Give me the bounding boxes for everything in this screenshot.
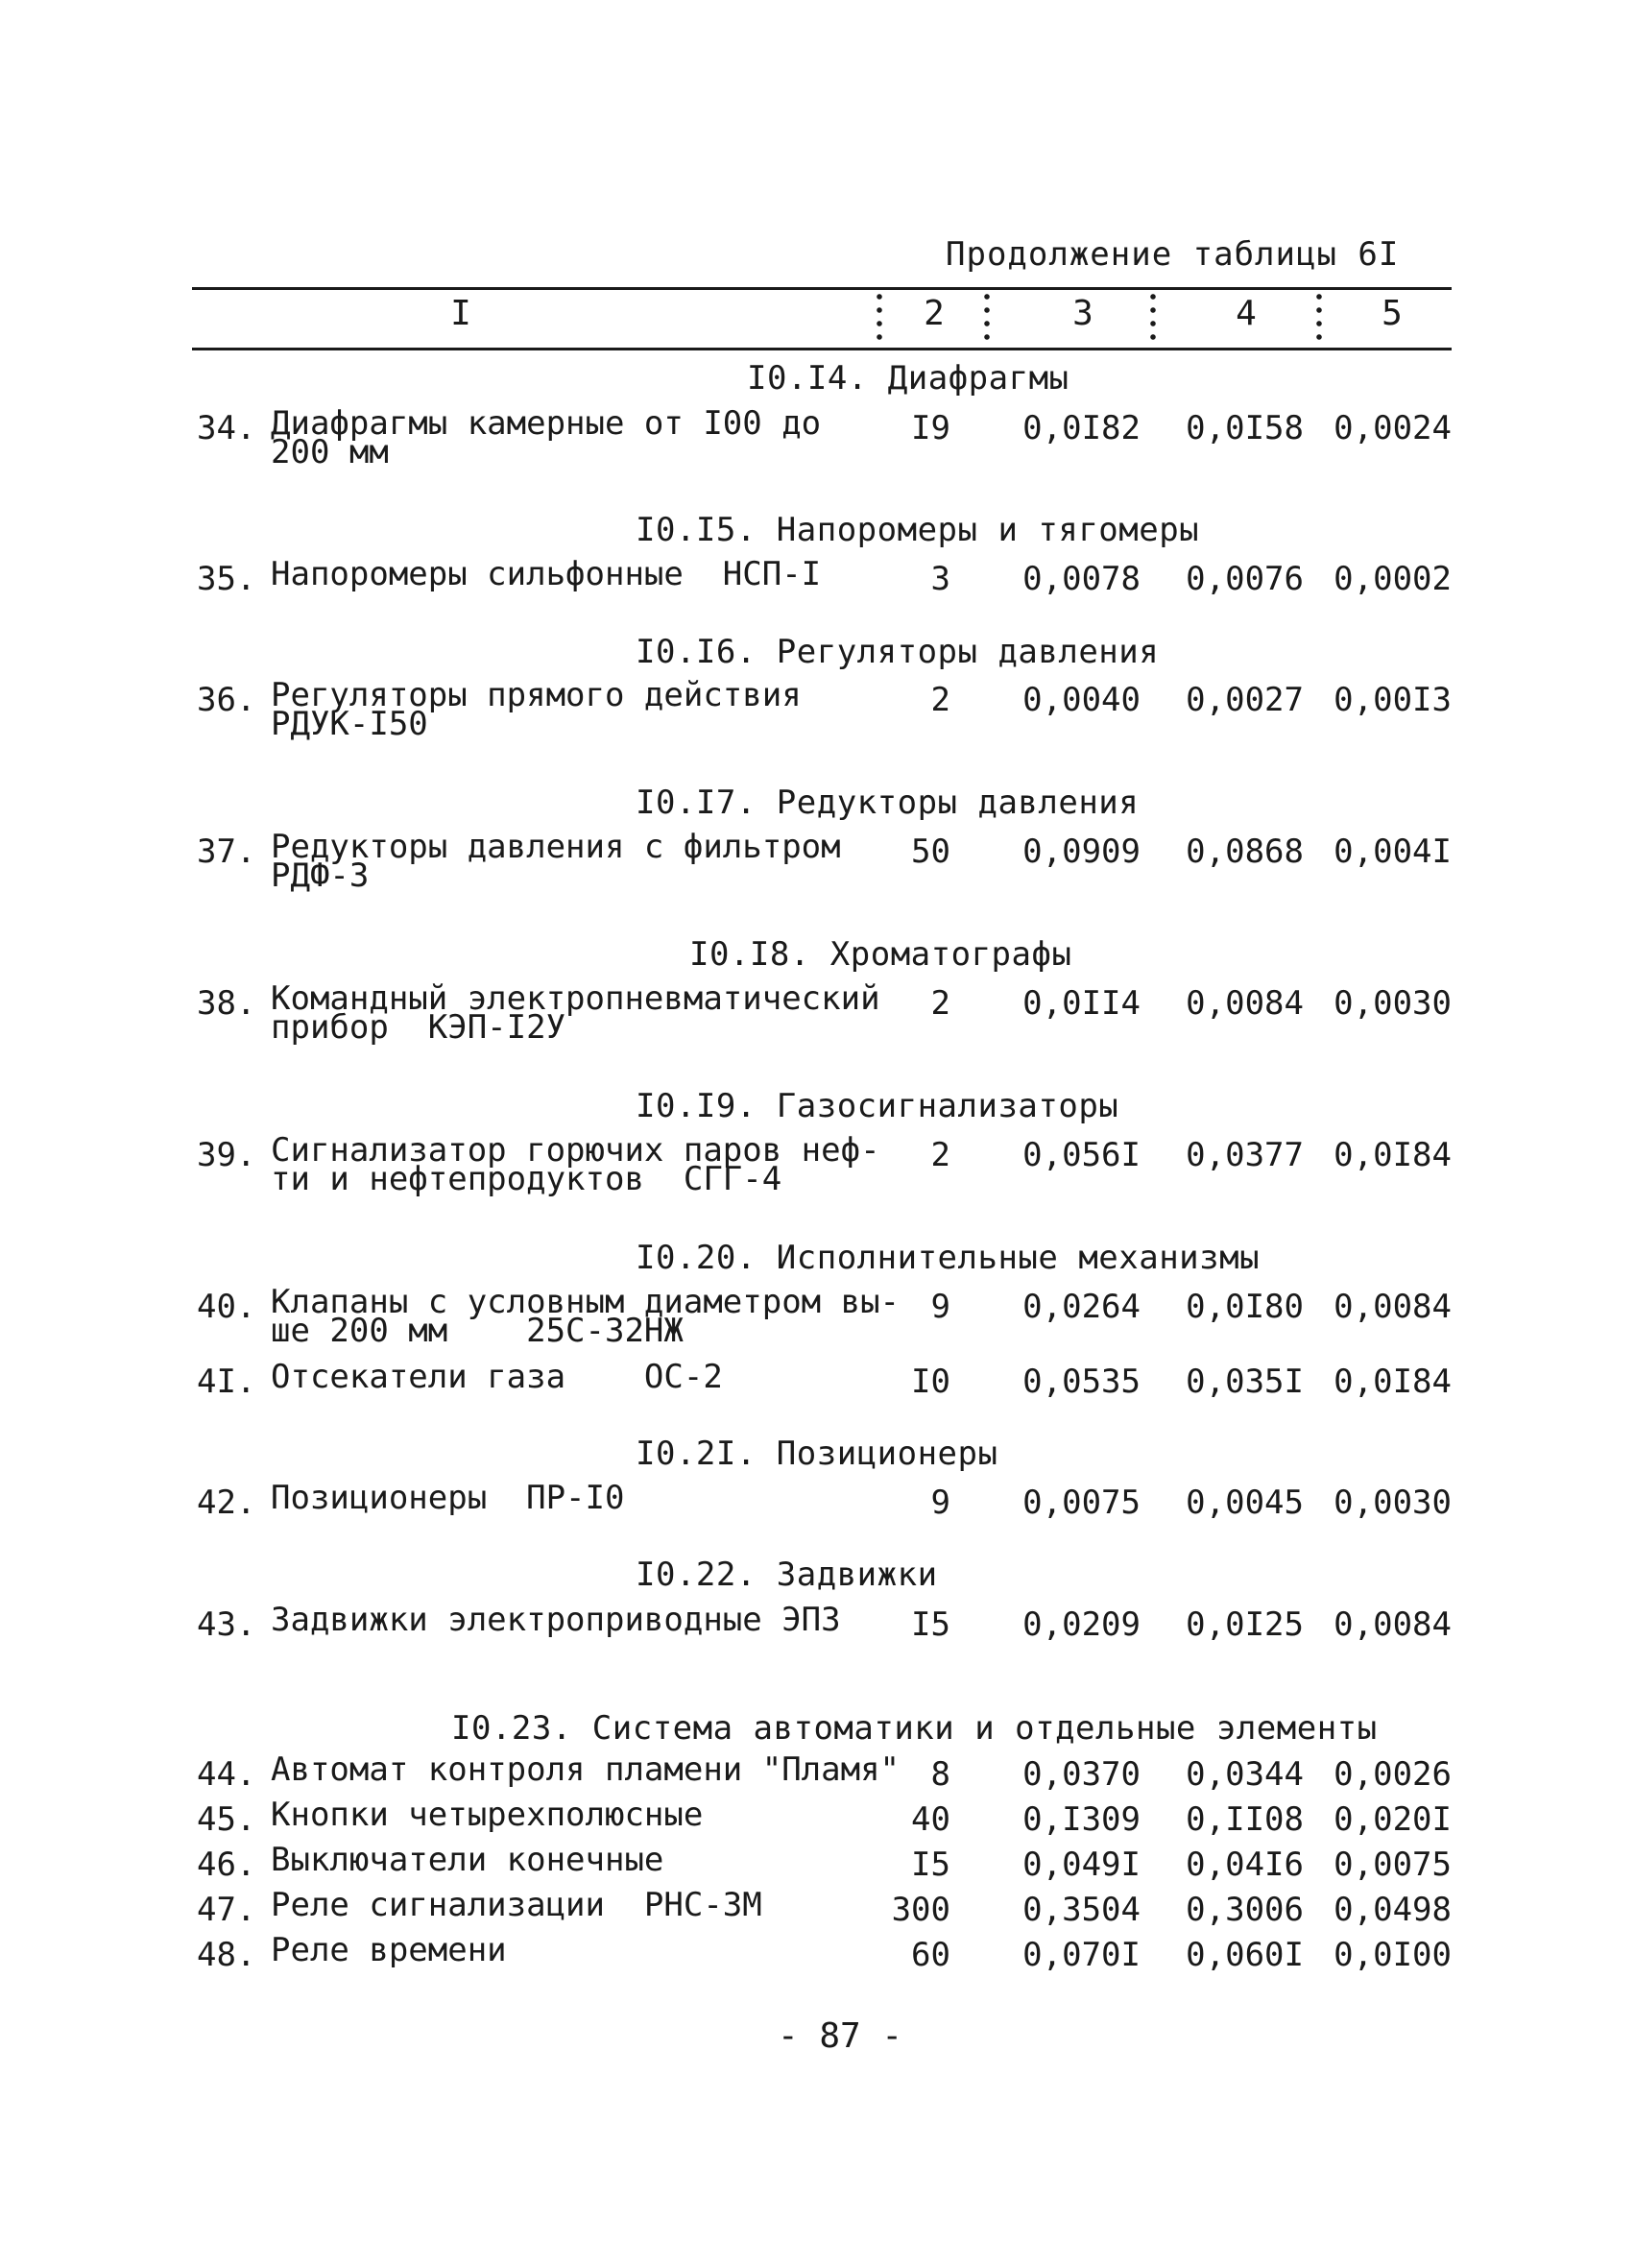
row-col-4: 0,0868: [1186, 832, 1304, 871]
row-name: Редукторы давления с фильтром РДФ-3: [271, 828, 841, 895]
row-col-5: 0,0002: [1334, 560, 1452, 598]
row-name: Отсекатели газа ОС-2: [271, 1358, 723, 1396]
row-col-3: 0,0078: [1022, 560, 1141, 598]
column-separator: [1315, 290, 1323, 346]
row-col-3: 0,0264: [1022, 1288, 1141, 1326]
row-col-5: 0,00I3: [1334, 681, 1452, 719]
row-col-5: 0,0498: [1334, 1891, 1452, 1929]
row-name: Кнопки четырехполюсные: [271, 1796, 704, 1834]
row-name: Задвижки электроприводные ЭПЗ: [271, 1601, 841, 1639]
row-col-4: 0,0045: [1186, 1484, 1304, 1522]
section-title: I0.I8. Хроматографы: [689, 935, 1072, 974]
row-name: Автомат контроля пламени "Пламя": [271, 1750, 901, 1789]
row-col-2: 3: [930, 560, 950, 598]
row-col-5: 0,0084: [1334, 1605, 1452, 1644]
row-col-4: 0,II08: [1186, 1800, 1304, 1839]
row-col-4: 0,0I80: [1186, 1288, 1304, 1326]
row-col-4: 0,0027: [1186, 681, 1304, 719]
section-title: I0.23. Система автоматики и отдельные элементы: [451, 1709, 1378, 1748]
row-col-3: 0,0I82: [1022, 409, 1141, 447]
row-col-5: 0,0I84: [1334, 1363, 1452, 1401]
column-separator: [1149, 290, 1157, 346]
section-title: I0.I6. Регуляторы давления: [636, 633, 1160, 671]
row-number: 48.: [197, 1936, 256, 1974]
row-col-5: 0,004I: [1334, 832, 1452, 871]
row-col-2: 2: [930, 984, 950, 1023]
section-title: I0.I7. Редукторы давления: [636, 784, 1140, 822]
row-number: 37.: [197, 832, 256, 871]
row-col-4: 0,0344: [1186, 1755, 1304, 1794]
page-number: - 87 -: [778, 2016, 903, 2056]
row-number: 43.: [197, 1605, 256, 1644]
row-col-4: 0,3006: [1186, 1891, 1304, 1929]
row-col-4: 0,0I25: [1186, 1605, 1304, 1644]
column-header-2: 2: [924, 294, 945, 333]
section-title: I0.I5. Напоромеры и тягомеры: [636, 511, 1200, 549]
table-header-top-rule: [192, 287, 1452, 290]
row-col-2: I5: [911, 1605, 950, 1644]
row-col-3: 0,0040: [1022, 681, 1141, 719]
row-col-2: 8: [930, 1755, 950, 1794]
row-col-2: I0: [911, 1363, 950, 1401]
row-col-2: 300: [891, 1891, 950, 1929]
row-number: 4I.: [197, 1363, 256, 1401]
table-header-bottom-rule: [192, 348, 1452, 350]
row-col-5: 0,0030: [1334, 984, 1452, 1023]
row-col-4: 0,04I6: [1186, 1846, 1304, 1884]
column-header-5: 5: [1382, 294, 1403, 333]
row-col-2: 9: [930, 1484, 950, 1522]
row-col-4: 0,060I: [1186, 1936, 1304, 1974]
row-number: 47.: [197, 1891, 256, 1929]
row-col-5: 0,0I84: [1334, 1136, 1452, 1174]
row-number: 35.: [197, 560, 256, 598]
table-continuation-label: Продолжение таблицы 6I: [946, 235, 1400, 274]
row-name: Выключатели конечные: [271, 1841, 664, 1879]
row-col-2: 60: [911, 1936, 950, 1974]
row-number: 42.: [197, 1484, 256, 1522]
row-number: 36.: [197, 681, 256, 719]
row-col-2: I9: [911, 409, 950, 447]
row-number: 40.: [197, 1288, 256, 1326]
row-name: Реле времени: [271, 1931, 507, 1969]
row-col-2: 2: [930, 1136, 950, 1174]
row-col-4: 0,0377: [1186, 1136, 1304, 1174]
row-number: 44.: [197, 1755, 256, 1794]
row-col-4: 0,0084: [1186, 984, 1304, 1023]
row-col-2: 40: [911, 1800, 950, 1839]
row-number: 45.: [197, 1800, 256, 1839]
section-title: I0.I9. Газосигнализаторы: [636, 1087, 1119, 1125]
row-col-5: 0,0075: [1334, 1846, 1452, 1884]
row-name: Напоромеры сильфонные НСП-I: [271, 555, 822, 593]
column-header-1: I: [450, 294, 471, 333]
row-col-3: 0,3504: [1022, 1891, 1141, 1929]
column-separator: [983, 290, 991, 346]
row-col-3: 0,0370: [1022, 1755, 1141, 1794]
section-title: I0.I4. Диафрагмы: [747, 359, 1069, 398]
row-name: Реле сигнализации РНС-3М: [271, 1886, 762, 1924]
row-col-3: 0,0II4: [1022, 984, 1141, 1023]
row-col-5: 0,0I00: [1334, 1936, 1452, 1974]
row-number: 39.: [197, 1136, 256, 1174]
row-col-2: 50: [911, 832, 950, 871]
row-col-4: 0,0I58: [1186, 409, 1304, 447]
row-col-2: 9: [930, 1288, 950, 1326]
row-col-2: 2: [930, 681, 950, 719]
section-title: I0.2I. Позиционеры: [636, 1435, 998, 1473]
row-col-3: 0,I309: [1022, 1800, 1141, 1839]
row-col-3: 0,0209: [1022, 1605, 1141, 1644]
row-name: Регуляторы прямого действия РДУК-I50: [271, 676, 802, 743]
row-col-5: 0,0084: [1334, 1288, 1452, 1326]
row-number: 46.: [197, 1846, 256, 1884]
row-col-3: 0,070I: [1022, 1936, 1141, 1974]
row-name: Позиционеры ПР-I0: [271, 1479, 625, 1517]
row-col-3: 0,049I: [1022, 1846, 1141, 1884]
row-col-5: 0,0026: [1334, 1755, 1452, 1794]
row-name: Клапаны с условным диаметром вы- ше 200 мм 25С-32НЖ: [271, 1283, 901, 1350]
section-title: I0.20. Исполнительные механизмы: [636, 1239, 1261, 1277]
row-col-5: 0,0030: [1334, 1484, 1452, 1522]
column-header-4: 4: [1236, 294, 1257, 333]
row-col-4: 0,035I: [1186, 1363, 1304, 1401]
row-col-3: 0,0909: [1022, 832, 1141, 871]
row-name: Диафрагмы камерные от I00 до 200 мм: [271, 404, 822, 471]
row-name: Командный электропневматический прибор КЭП-I2У: [271, 979, 880, 1047]
row-name: Сигнализатор горючих паров неф- ти и нефтепродуктов СГГ-4: [271, 1131, 880, 1198]
row-number: 34.: [197, 409, 256, 447]
row-number: 38.: [197, 984, 256, 1023]
row-col-3: 0,0075: [1022, 1484, 1141, 1522]
row-col-5: 0,020I: [1334, 1800, 1452, 1839]
column-header-3: 3: [1072, 294, 1093, 333]
row-col-2: I5: [911, 1846, 950, 1884]
section-title: I0.22. Задвижки: [636, 1556, 938, 1594]
row-col-3: 0,0535: [1022, 1363, 1141, 1401]
row-col-4: 0,0076: [1186, 560, 1304, 598]
row-col-5: 0,0024: [1334, 409, 1452, 447]
row-col-3: 0,056I: [1022, 1136, 1141, 1174]
